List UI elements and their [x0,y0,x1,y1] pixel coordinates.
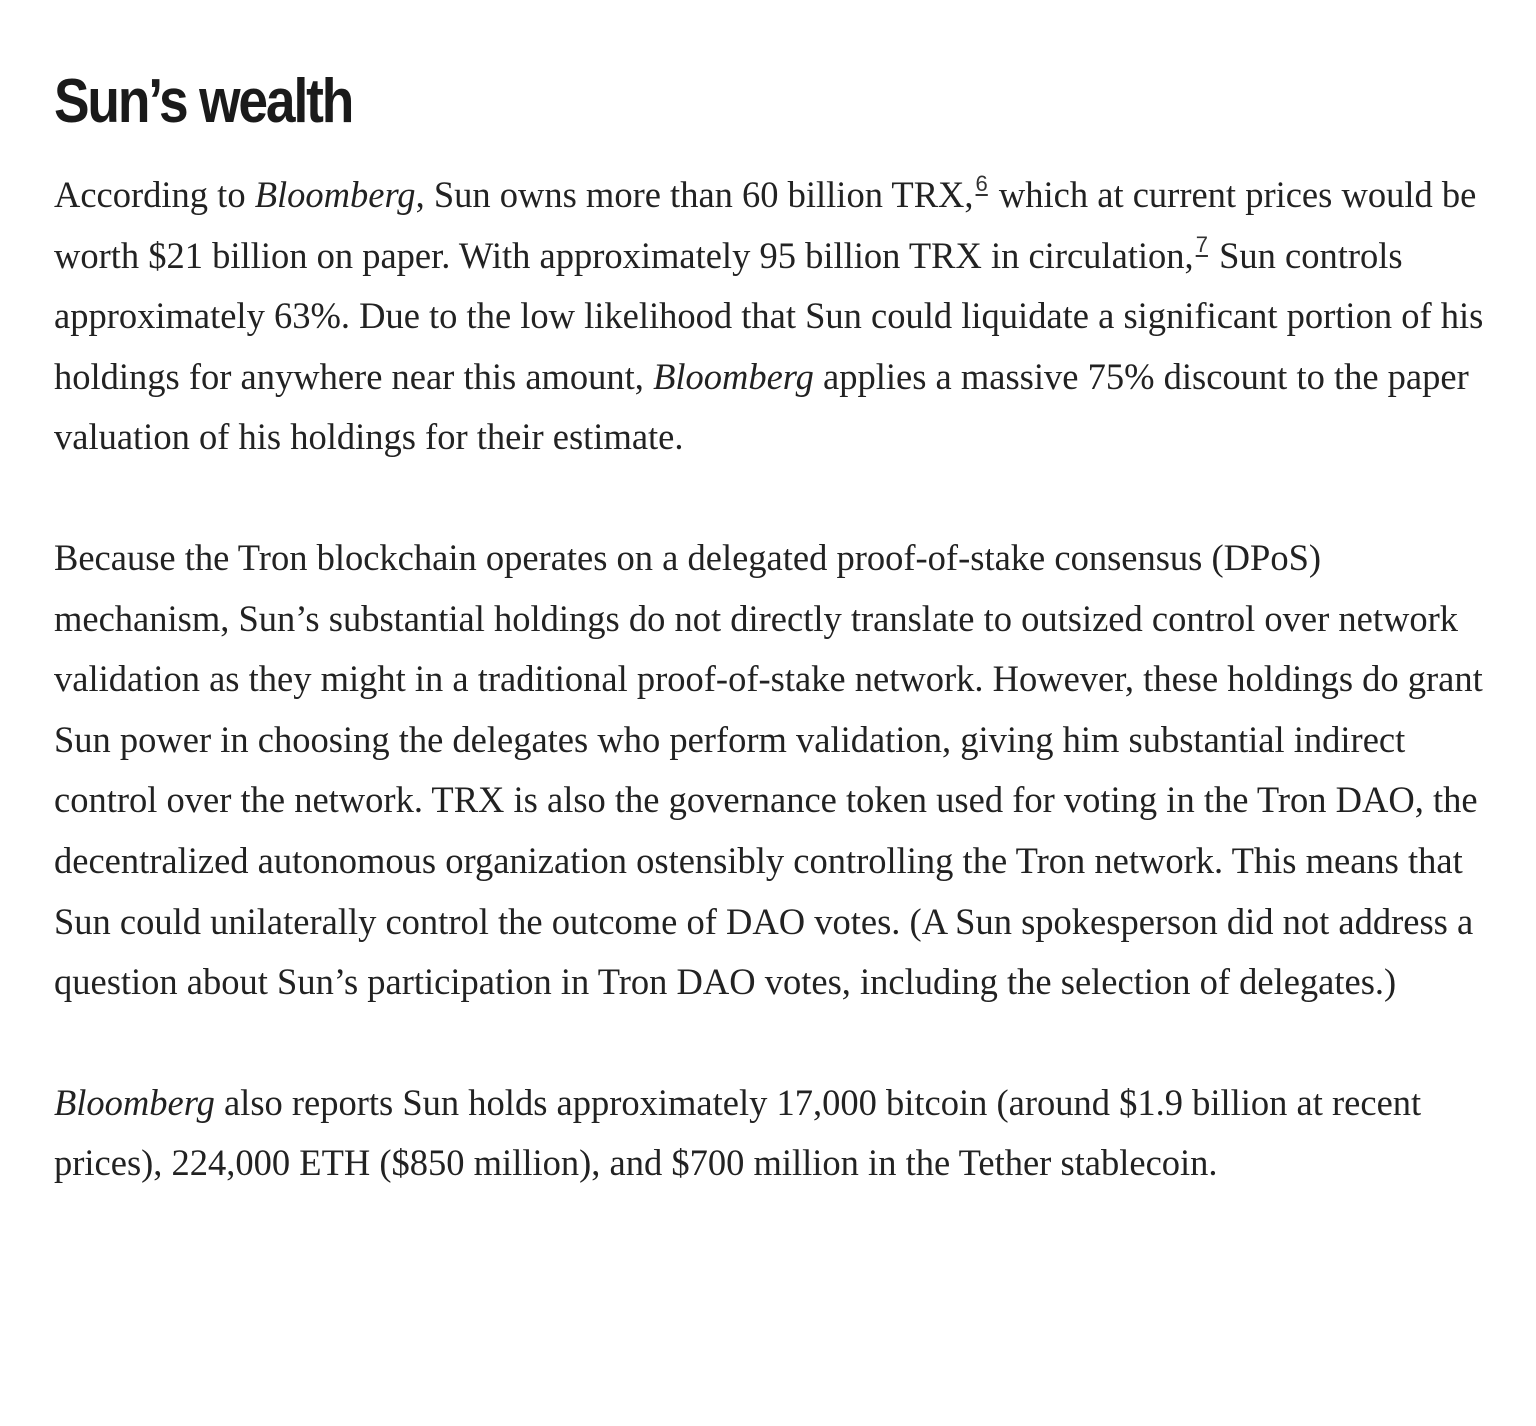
paragraph-1 [54,165,1504,468]
publication-name: Bloomberg [254,174,416,215]
text-span: applies a massive 75% discount to the paper valuation of his holdings for their estimate. [54,355,1469,458]
text-span: Sun controls approximately 63%. Due to the low likelihood that Sun could liquidate a significant portion of his holdings for anywhere near this amount, [54,234,1484,397]
paragraph-2 [54,528,1504,1013]
publication-name: Bloomberg [653,355,814,397]
footnote-link-7[interactable]: 7 [1195,231,1208,257]
text-span: Because the Tron blockchain operates on a delegated proof-of-stake consensus (DPoS) mechanism, Sun’s substantial holdings do not directly translate to outsized control over network validation as they might in a traditional proof-of-stake network. However, these holdings do grant Sun power in choosing the delegates who perform validation, giving him substantial indirect control over the network. TRX is also the governance token used for voting in the Tron DAO, the decentralized autonomous organization ostensibly controlling the Tron network. This means that Sun could unilaterally control the outcome of DAO votes. (A Sun spokesperson did not address a question about Sun’s participation in Tron DAO votes, including the selection of delegates.) [54,536,1483,1003]
publication-name: Bloomberg [54,1081,215,1123]
text-span: According to [54,174,255,215]
paragraph-3 [54,1073,1504,1194]
text-span: , Sun owns more than 60 billion TRX, [415,174,974,215]
text-span: which at current prices would be worth $21 billion on paper. With approximately 95 billion TRX in circulation, [54,174,1477,276]
article-section [54,62,1504,1254]
footnote-link-6[interactable]: 6 [975,171,988,196]
section-heading: Sun’s wealth [54,67,353,136]
text-span: also reports Sun holds approximately 17,000 bitcoin (around $1.9 billion at recent prices), 224,000 ETH ($850 million), and $700 million in the Tether stablecoin. [54,1081,1422,1184]
